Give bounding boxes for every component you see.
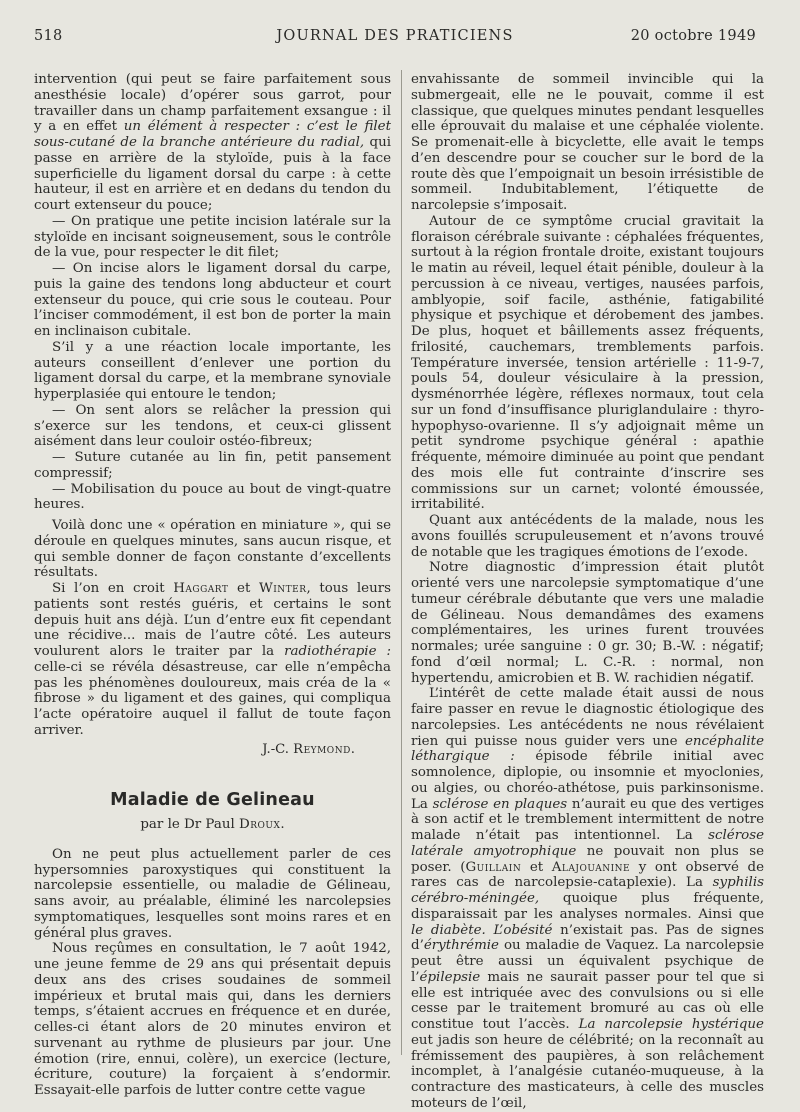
running-header [34, 28, 756, 50]
text-run: quoique plus fréquente, disparaissait par les analyses normales. Ainsi que [411, 891, 764, 922]
text-run: qui passe en arrière de la styloïde, puis à la face superficielle du ligament dorsal du carpe : à cette hauteur, il est en arrière et en dedans du tendon du court extenseur du pouce; [34, 135, 391, 213]
italic-run: sclérose en plaques [432, 796, 568, 812]
journal-title: JOURNAL DES PRATICIENS [276, 28, 514, 44]
paragraph: Notre diagnostic d’impression était plutôt orienté vers une narcolepsie symptomatique d’une tumeur cérébrale débutante que vers une maladie de Gélineau. Nous demandâmes des examens complémentaires, les urines furent trouvées normales; urée sanguine : 0 gr. 30; B.-W. : négatif; fond d’œil normal; L. C.-R. : normal, non hypertendu, amicrobien et B. W. rachidien négatif. [411, 560, 764, 686]
text-run: n’aurait eu que des vertiges à son actif et le tremblement intermittent de notre malade n’était pas intentionnel. La [411, 796, 765, 843]
text-run: eut jadis son heure de célébrité; on la reconnaît au frémissement des paupières, à son relâchement incomplet, à l’analgésie cutanéo-muqueuse, à la contracture des masticateurs, à celle des muscles moteurs de l’œil, [411, 1032, 764, 1111]
text-run: . [350, 741, 355, 757]
right-column [411, 72, 765, 1111]
text-run: ou maladie de Vaquez. La narcolepsie peut être aussi un équivalent psychique de l’ [411, 938, 764, 985]
italic-run: sclérose latérale amyotrophique [411, 828, 764, 859]
text-run: par le Dr Paul [140, 817, 239, 832]
text-run: J.-C. [262, 741, 294, 757]
text-run: ne pouvait non plus se poser. ( [411, 843, 765, 875]
author-name: Guillain [465, 859, 522, 875]
italic-run: La narcolepsie hystérique [578, 1017, 764, 1032]
italic-run: épilepsie [419, 969, 481, 985]
paragraph: — Suture cutanée au lin fin, petit pansement compressif; [34, 450, 391, 481]
text-run: n’existait pas. Pas de signes d’ [411, 922, 764, 954]
paragraph: Quant aux antécédents de la malade, nous les avons fouillés scrupuleusement et n’avons trouvé de notable que les tragiques émotions de l’exode. [411, 513, 764, 560]
text-run: celle-ci se révéla désastreuse, car elle n’empêcha pas les phénomènes douloureux, mais créa de la « fibrose » du ligament et des gaines, qui compliqua l’acte opératoire auquel il fallut de toute façon arriver. [34, 659, 391, 738]
text-run: mais ne saurait passer pour tel que si elle est intriquée avec des convulsions ou si elle cesse par le traitement bromuré au cas où elle constitue tout l’accès. [411, 969, 764, 1032]
italic-run: encéphalite léthargique : [411, 733, 764, 765]
left-column [34, 72, 391, 1098]
paragraph: Autour de ce symptôme crucial gravitait la floraison cérébrale suivante : céphalées fréquentes, surtout à la région frontale droite, existant toujours le matin au réveil, lequel était pénible, douleur à la percussion à ce niveau, vertiges, nausées parfois, amblyopie, soif facile, asthénie, fatigabilité physique et psychique et dérobement des jambes. De plus, hoquet et bâillements assez fréquents, frilosité, cauchemars, tremblements parfois. Température inversée, tension artérielle : 11-9-7, pouls 54, douleur vésiculaire à la pression, dysménorrhée légère, réflexes normaux, tout cela sur un fond d’insuffisance pluriglandulaire : thyro-hypophyso-ovarienne. Il s’y adjoignait même un petit syndrome psychique général : apathie fréquente, mémoire diminuée au point que pendant des mois elle fut contrainte d’inscrire ses commissions sur un carnet; volonté émoussée, irritabilité. [411, 213, 764, 513]
author-name: Winter [258, 581, 307, 596]
paragraph [411, 686, 764, 1111]
paragraph: envahissante de sommeil invincible qui la submergeait, elle ne le pouvait, comme il est classique, que quelques minutes pendant lesquelles elle éprouvait du malaise et une céphalée violente. Se promenait-elle à bicyclette, elle avait le temps d’en descendre pour se coucher sur le bord de la route dès que l’empoignait un besoin irrésistible de sommeil. Indubitablement, l’étiquette de narcolepsie s’imposait. [411, 72, 764, 213]
author-signature [34, 742, 391, 758]
italic-run: radiothérapie : [284, 644, 391, 659]
page-number: 518 [34, 28, 63, 44]
text-run: épisode fébrile initial avec somnolence, diplopie, ou insomnie et myoclonies, ou algies, ou choréo-athétose, puis parkinsonisme. La [411, 749, 765, 812]
paragraph: Voilà donc une « opération en miniature », qui se déroule en quelques minutes, sans aucun risque, et qui semble donner de façon constante d’excellents résultats. [34, 518, 391, 581]
italic-run: érythrémie [423, 938, 499, 954]
paragraph: S’il y a une réaction locale importante, les auteurs conseillent d’enlever une portion du ligament dorsal du carpe, et la membrane synoviale hyperplasiée qui entoure le tendon; [34, 339, 391, 402]
author-name: Droux [238, 817, 281, 832]
author-name: Reymond [293, 741, 351, 757]
italic-run: le diabète. L’obésité [411, 922, 553, 938]
text-run: . [280, 817, 285, 832]
author-name: Alajouanine [551, 859, 631, 875]
author-name: Haggart [173, 581, 229, 596]
paragraph [34, 72, 391, 214]
paragraph: On ne peut plus actuellement parler de ces hypersomnies paroxystiques qui constituent la narcolepsie essentielle, ou maladie de Gélineau, sans avoir, au préalable, éliminé les narcolepsies symptomatiques, lesquelles sont moins rares et en général plus graves. [34, 846, 391, 941]
column-divider [401, 70, 402, 1055]
paragraph [34, 581, 391, 739]
text-run: Si l’on en croit [52, 581, 174, 596]
issue-date: 20 octobre 1949 [630, 28, 756, 44]
text-run: et [228, 581, 259, 596]
paragraph: — On pratique une petite incision latérale sur la styloïde en incisant soigneusement, sous le contrôle de la vue, pour respecter le dit filet; [34, 213, 391, 261]
text-run: , tous leurs patients sont restés guéris, et certains le sont depuis huit ans déjà. L’un d’entre eux fit cependant une récidive... mais de l’autre côté. Les auteurs voulurent alors le traiter par la [34, 581, 391, 659]
text-run: et [521, 859, 552, 875]
paragraph: Nous reçûmes en consultation, le 7 août 1942, une jeune femme de 29 ans qui présentait depuis deux ans des crises soudaines de sommeil impérieux et brutal mais qui, dans les derniers temps, s’étaient accrues en fréquence et en durée, celles-ci étant alors de 20 minutes environ et survenant au rythme de plusieurs par jour. Une émotion (rire, ennui, colère), un exercice (lecture, écriture, couture) la forçaient à s’endormir. Essayait-elle parfois de lutter contre cette vague [34, 941, 391, 1098]
paragraph: — Mobilisation du pouce au bout de vingt-quatre heures. [34, 481, 391, 513]
italic-run: syphilis cérébro-méningée, [411, 875, 764, 906]
article-title: Maladie de Gelineau [110, 790, 315, 811]
text-run: y ont observé de rares cas de narcolepsie-cataplexie). La [411, 859, 764, 891]
text-run: intervention (qui peut se faire parfaitement sous anesthésie locale) d’opérer sous garrot, pour travailler dans un champ parfaitement exsangue : il y a en effet [34, 72, 391, 135]
paragraph: — On incise alors le ligament dorsal du carpe, puis la gaine des tendons long abducteur et court extenseur du pouce, qui crie sous le couteau. Pour l’inciser commodément, il est bon de porter la main en inclinaison cubitale. [34, 261, 391, 339]
italic-run: un élément à respecter : c’est le filet sous-cutané de la branche antérieure du radial, [34, 119, 391, 150]
article-byline [34, 817, 391, 833]
paragraph: — On sent alors se relâcher la pression qui s’exerce sur les tendons, et ceux-ci glissent aisément dans leur couloir ostéo-fibreux; [34, 402, 391, 450]
text-run: L’intérêt de cette malade était aussi de nous faire passer en revue le diagnostic étiologique des narcolepsies. Les antécédents ne nous révélaient rien qui puisse nous guider vers une [411, 686, 764, 749]
